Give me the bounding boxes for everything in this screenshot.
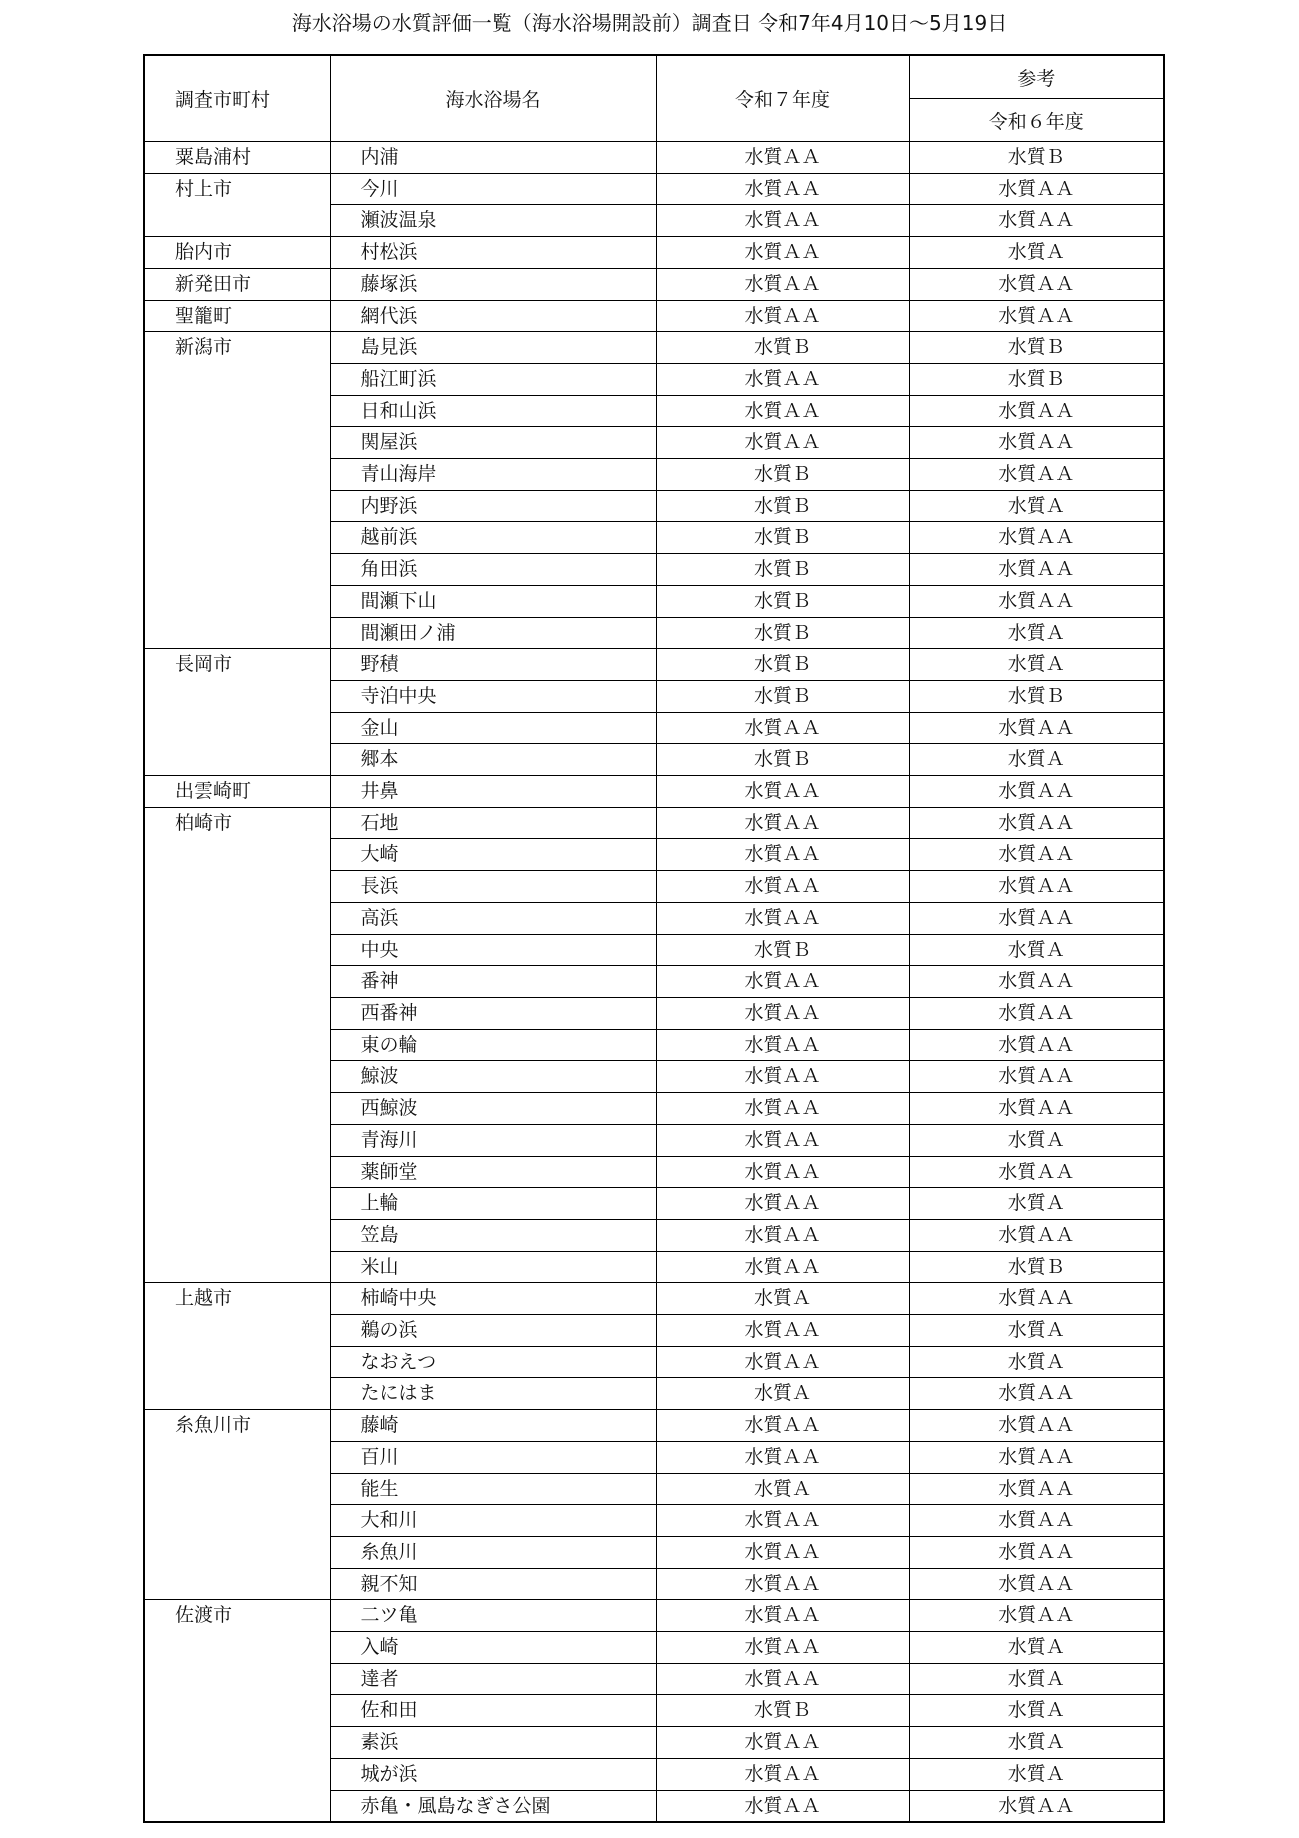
beach-name-cell: 達者 xyxy=(330,1663,656,1695)
quality-current-cell: 水質Ａ xyxy=(656,1283,909,1315)
quality-current-cell: 水質Ａ xyxy=(656,1378,909,1410)
beach-name-cell: 百川 xyxy=(330,1441,656,1473)
quality-previous-cell: 水質ＡＡ xyxy=(909,268,1164,300)
beach-name-cell: 東の輪 xyxy=(330,1029,656,1061)
quality-current-cell: 水質Ｂ xyxy=(656,1695,909,1727)
table-row xyxy=(144,1283,1164,1315)
city-cell: 上越市 xyxy=(144,1283,330,1410)
beach-name-cell: 間瀬田ノ浦 xyxy=(330,617,656,649)
page-title: 海水浴場の水質評価一覧（海水浴場開設前）調査日 令和7年4月10日～5月19日 xyxy=(291,11,1008,35)
water-quality-table xyxy=(143,54,1165,1823)
quality-previous-cell: 水質ＡＡ xyxy=(909,839,1164,871)
quality-previous-cell: 水質Ｂ xyxy=(909,1251,1164,1283)
quality-previous-cell: 水質Ａ xyxy=(909,1695,1164,1727)
table-body xyxy=(144,142,1164,1823)
city-cell: 糸魚川市 xyxy=(144,1410,330,1600)
table-row xyxy=(144,1600,1164,1632)
header-city: 調査市町村 xyxy=(144,55,330,142)
table-row xyxy=(144,776,1164,808)
beach-name-cell: 薬師堂 xyxy=(330,1156,656,1188)
beach-name-cell: 日和山浜 xyxy=(330,395,656,427)
header-previous-year: 令和６年度 xyxy=(909,99,1164,142)
quality-current-cell: 水質ＡＡ xyxy=(656,142,909,174)
quality-previous-cell: 水質Ａ xyxy=(909,617,1164,649)
quality-previous-cell: 水質ＡＡ xyxy=(909,427,1164,459)
quality-current-cell: 水質ＡＡ xyxy=(656,300,909,332)
city-cell: 出雲崎町 xyxy=(144,776,330,808)
quality-current-cell: 水質ＡＡ xyxy=(656,1251,909,1283)
quality-current-cell: 水質ＡＡ xyxy=(656,1346,909,1378)
quality-current-cell: 水質Ｂ xyxy=(656,554,909,586)
beach-name-cell: 長浜 xyxy=(330,871,656,903)
quality-current-cell: 水質ＡＡ xyxy=(656,268,909,300)
quality-current-cell: 水質ＡＡ xyxy=(656,839,909,871)
quality-previous-cell: 水質ＡＡ xyxy=(909,1283,1164,1315)
quality-current-cell: 水質ＡＡ xyxy=(656,427,909,459)
quality-current-cell: 水質Ａ xyxy=(656,1473,909,1505)
quality-previous-cell: 水質ＡＡ xyxy=(909,459,1164,491)
beach-name-cell: 藤塚浜 xyxy=(330,268,656,300)
beach-name-cell: 糸魚川 xyxy=(330,1536,656,1568)
quality-previous-cell: 水質Ａ xyxy=(909,934,1164,966)
quality-current-cell: 水質ＡＡ xyxy=(656,1219,909,1251)
beach-name-cell: 寺泊中央 xyxy=(330,680,656,712)
quality-previous-cell: 水質ＡＡ xyxy=(909,1536,1164,1568)
beach-name-cell: 鵜の浜 xyxy=(330,1315,656,1347)
city-cell: 胎内市 xyxy=(144,237,330,269)
beach-name-cell: 佐和田 xyxy=(330,1695,656,1727)
beach-name-cell: 二ツ亀 xyxy=(330,1600,656,1632)
quality-previous-cell: 水質Ａ xyxy=(909,1632,1164,1664)
header-reference: 参考 xyxy=(909,55,1164,99)
quality-current-cell: 水質ＡＡ xyxy=(656,1600,909,1632)
quality-previous-cell: 水質Ｂ xyxy=(909,680,1164,712)
city-cell: 粟島浦村 xyxy=(144,142,330,174)
beach-name-cell: 網代浜 xyxy=(330,300,656,332)
quality-current-cell: 水質ＡＡ xyxy=(656,173,909,205)
table-header xyxy=(144,55,1164,142)
quality-previous-cell: 水質ＡＡ xyxy=(909,1378,1164,1410)
quality-previous-cell: 水質ＡＡ xyxy=(909,173,1164,205)
quality-previous-cell: 水質ＡＡ xyxy=(909,522,1164,554)
quality-previous-cell: 水質Ａ xyxy=(909,1346,1164,1378)
beach-name-cell: 金山 xyxy=(330,712,656,744)
quality-current-cell: 水質ＡＡ xyxy=(656,395,909,427)
quality-previous-cell: 水質ＡＡ xyxy=(909,1219,1164,1251)
beach-name-cell: 角田浜 xyxy=(330,554,656,586)
table-row xyxy=(144,300,1164,332)
beach-name-cell: 素浜 xyxy=(330,1727,656,1759)
beach-name-cell: 中央 xyxy=(330,934,656,966)
quality-current-cell: 水質ＡＡ xyxy=(656,1727,909,1759)
quality-current-cell: 水質Ｂ xyxy=(656,649,909,681)
beach-name-cell: 西鯨波 xyxy=(330,1093,656,1125)
city-cell: 柏崎市 xyxy=(144,807,330,1283)
quality-current-cell: 水質ＡＡ xyxy=(656,1758,909,1790)
quality-current-cell: 水質ＡＡ xyxy=(656,363,909,395)
quality-previous-cell: 水質ＡＡ xyxy=(909,554,1164,586)
quality-previous-cell: 水質ＡＡ xyxy=(909,1029,1164,1061)
table-row xyxy=(144,237,1164,269)
quality-current-cell: 水質ＡＡ xyxy=(656,997,909,1029)
beach-name-cell: 関屋浜 xyxy=(330,427,656,459)
city-cell: 聖籠町 xyxy=(144,300,330,332)
table-row xyxy=(144,142,1164,174)
quality-current-cell: 水質Ｂ xyxy=(656,934,909,966)
quality-current-cell: 水質ＡＡ xyxy=(656,1061,909,1093)
beach-name-cell: 内野浜 xyxy=(330,490,656,522)
quality-previous-cell: 水質Ａ xyxy=(909,1315,1164,1347)
beach-name-cell: 瀬波温泉 xyxy=(330,205,656,237)
quality-previous-cell: 水質ＡＡ xyxy=(909,1600,1164,1632)
quality-previous-cell: 水質ＡＡ xyxy=(909,1568,1164,1600)
beach-name-cell: 野積 xyxy=(330,649,656,681)
quality-previous-cell: 水質Ａ xyxy=(909,490,1164,522)
quality-previous-cell: 水質Ａ xyxy=(909,237,1164,269)
beach-name-cell: 青山海岸 xyxy=(330,459,656,491)
city-cell: 新潟市 xyxy=(144,332,330,649)
city-cell: 新発田市 xyxy=(144,268,330,300)
quality-previous-cell: 水質Ａ xyxy=(909,1663,1164,1695)
quality-previous-cell: 水質Ａ xyxy=(909,1188,1164,1220)
quality-current-cell: 水質ＡＡ xyxy=(656,1029,909,1061)
quality-current-cell: 水質ＡＡ xyxy=(656,1441,909,1473)
table-row xyxy=(144,649,1164,681)
quality-current-cell: 水質Ｂ xyxy=(656,744,909,776)
beach-name-cell: 内浦 xyxy=(330,142,656,174)
quality-current-cell: 水質ＡＡ xyxy=(656,902,909,934)
quality-previous-cell: 水質ＡＡ xyxy=(909,1441,1164,1473)
quality-previous-cell: 水質ＡＡ xyxy=(909,902,1164,934)
header-current-year: 令和７年度 xyxy=(656,55,909,142)
beach-name-cell: 城が浜 xyxy=(330,1758,656,1790)
quality-previous-cell: 水質ＡＡ xyxy=(909,1505,1164,1537)
beach-name-cell: 石地 xyxy=(330,807,656,839)
quality-current-cell: 水質ＡＡ xyxy=(656,1790,909,1822)
quality-current-cell: 水質ＡＡ xyxy=(656,1568,909,1600)
quality-current-cell: 水質ＡＡ xyxy=(656,237,909,269)
quality-current-cell: 水質Ｂ xyxy=(656,585,909,617)
quality-current-cell: 水質ＡＡ xyxy=(656,1410,909,1442)
beach-name-cell: 鯨波 xyxy=(330,1061,656,1093)
quality-previous-cell: 水質Ａ xyxy=(909,1727,1164,1759)
beach-name-cell: 入崎 xyxy=(330,1632,656,1664)
quality-current-cell: 水質ＡＡ xyxy=(656,966,909,998)
quality-previous-cell: 水質ＡＡ xyxy=(909,395,1164,427)
beach-name-cell: 大崎 xyxy=(330,839,656,871)
beach-name-cell: なおえつ xyxy=(330,1346,656,1378)
quality-previous-cell: 水質ＡＡ xyxy=(909,712,1164,744)
beach-name-cell: 上輪 xyxy=(330,1188,656,1220)
quality-previous-cell: 水質ＡＡ xyxy=(909,871,1164,903)
beach-name-cell: 親不知 xyxy=(330,1568,656,1600)
quality-current-cell: 水質ＡＡ xyxy=(656,1505,909,1537)
quality-current-cell: 水質ＡＡ xyxy=(656,712,909,744)
beach-name-cell: 村松浜 xyxy=(330,237,656,269)
quality-current-cell: 水質ＡＡ xyxy=(656,871,909,903)
quality-previous-cell: 水質Ｂ xyxy=(909,142,1164,174)
quality-current-cell: 水質Ｂ xyxy=(656,332,909,364)
beach-name-cell: 笠島 xyxy=(330,1219,656,1251)
quality-previous-cell: 水質ＡＡ xyxy=(909,1790,1164,1822)
quality-previous-cell: 水質ＡＡ xyxy=(909,1410,1164,1442)
beach-name-cell: 井鼻 xyxy=(330,776,656,808)
beach-name-cell: 大和川 xyxy=(330,1505,656,1537)
quality-previous-cell: 水質ＡＡ xyxy=(909,997,1164,1029)
quality-previous-cell: 水質ＡＡ xyxy=(909,1061,1164,1093)
quality-current-cell: 水質Ｂ xyxy=(656,617,909,649)
quality-previous-cell: 水質ＡＡ xyxy=(909,585,1164,617)
quality-previous-cell: 水質Ｂ xyxy=(909,363,1164,395)
quality-current-cell: 水質ＡＡ xyxy=(656,1156,909,1188)
beach-name-cell: 間瀬下山 xyxy=(330,585,656,617)
quality-current-cell: 水質Ｂ xyxy=(656,680,909,712)
quality-previous-cell: 水質ＡＡ xyxy=(909,1156,1164,1188)
quality-current-cell: 水質ＡＡ xyxy=(656,807,909,839)
beach-name-cell: 藤崎 xyxy=(330,1410,656,1442)
beach-name-cell: 番神 xyxy=(330,966,656,998)
quality-previous-cell: 水質ＡＡ xyxy=(909,1093,1164,1125)
beach-name-cell: 島見浜 xyxy=(330,332,656,364)
header-beach: 海水浴場名 xyxy=(330,55,656,142)
quality-previous-cell: 水質Ａ xyxy=(909,649,1164,681)
quality-current-cell: 水質ＡＡ xyxy=(656,1188,909,1220)
beach-name-cell: 米山 xyxy=(330,1251,656,1283)
quality-previous-cell: 水質ＡＡ xyxy=(909,205,1164,237)
table-row xyxy=(144,173,1164,205)
table-row xyxy=(144,1410,1164,1442)
quality-previous-cell: 水質Ａ xyxy=(909,744,1164,776)
quality-current-cell: 水質Ｂ xyxy=(656,459,909,491)
beach-name-cell: 郷本 xyxy=(330,744,656,776)
beach-name-cell: 赤亀・風島なぎさ公園 xyxy=(330,1790,656,1822)
quality-previous-cell: 水質ＡＡ xyxy=(909,807,1164,839)
beach-name-cell: 能生 xyxy=(330,1473,656,1505)
beach-name-cell: たにはま xyxy=(330,1378,656,1410)
quality-previous-cell: 水質ＡＡ xyxy=(909,1473,1164,1505)
city-cell: 佐渡市 xyxy=(144,1600,330,1822)
beach-name-cell: 高浜 xyxy=(330,902,656,934)
quality-previous-cell: 水質ＡＡ xyxy=(909,966,1164,998)
quality-current-cell: 水質ＡＡ xyxy=(656,1315,909,1347)
quality-current-cell: 水質ＡＡ xyxy=(656,205,909,237)
beach-name-cell: 越前浜 xyxy=(330,522,656,554)
table-row xyxy=(144,332,1164,364)
table-row xyxy=(144,268,1164,300)
quality-current-cell: 水質Ｂ xyxy=(656,522,909,554)
beach-name-cell: 西番神 xyxy=(330,997,656,1029)
quality-current-cell: 水質ＡＡ xyxy=(656,1536,909,1568)
city-cell: 村上市 xyxy=(144,173,330,236)
quality-previous-cell: 水質ＡＡ xyxy=(909,300,1164,332)
beach-name-cell: 青海川 xyxy=(330,1124,656,1156)
quality-current-cell: 水質Ｂ xyxy=(656,490,909,522)
quality-current-cell: 水質ＡＡ xyxy=(656,1093,909,1125)
quality-previous-cell: 水質Ｂ xyxy=(909,332,1164,364)
table-row xyxy=(144,807,1164,839)
quality-current-cell: 水質ＡＡ xyxy=(656,776,909,808)
quality-previous-cell: 水質Ａ xyxy=(909,1124,1164,1156)
beach-name-cell: 船江町浜 xyxy=(330,363,656,395)
beach-name-cell: 柿崎中央 xyxy=(330,1283,656,1315)
quality-previous-cell: 水質ＡＡ xyxy=(909,776,1164,808)
quality-previous-cell: 水質Ａ xyxy=(909,1758,1164,1790)
quality-current-cell: 水質ＡＡ xyxy=(656,1632,909,1664)
city-cell: 長岡市 xyxy=(144,649,330,776)
quality-current-cell: 水質ＡＡ xyxy=(656,1124,909,1156)
beach-name-cell: 今川 xyxy=(330,173,656,205)
quality-current-cell: 水質ＡＡ xyxy=(656,1663,909,1695)
